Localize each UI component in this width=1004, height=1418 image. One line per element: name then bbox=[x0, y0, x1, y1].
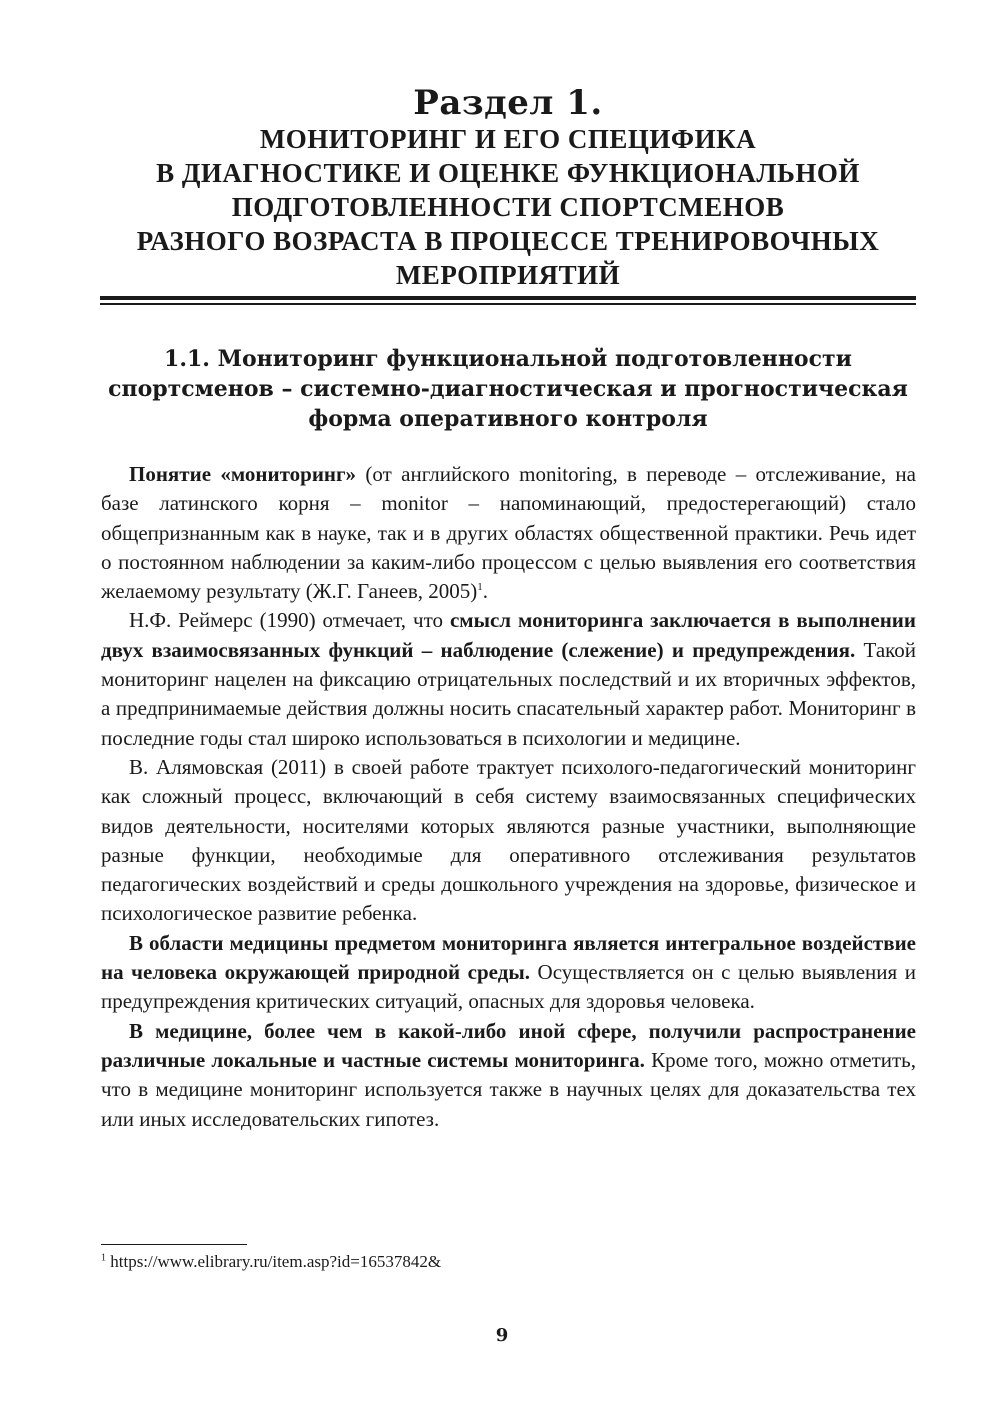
body-text bbox=[101, 460, 916, 1134]
paragraph-2-lead: Н.Ф. Реймерс (1990) отмечает, что bbox=[129, 608, 450, 633]
paragraph-1-bold: Понятие «мониторинг» bbox=[129, 462, 357, 486]
subsection-title bbox=[100, 344, 916, 434]
section-title-line: МОНИТОРИНГ И ЕГО СПЕЦИФИКА bbox=[259, 124, 757, 154]
paragraph-4 bbox=[101, 929, 916, 1017]
paragraph-4-bold: В области медицины предметом мониторинга является интегральное воздействие на человека окружающей природной среды. bbox=[101, 930, 916, 985]
paragraph-5-bold: В медицине, более чем в какой-либо иной сфере, получили распространение различные локальные и частные системы мониторинга. bbox=[101, 1018, 916, 1072]
paragraph-1-end: . bbox=[482, 579, 489, 604]
paragraph-4-text: Осуществляется он с целью выявления и предупреждения критических ситуаций, опасных для здоровья человека. bbox=[101, 960, 916, 1014]
subsection-title-line: форма оперативного контроля bbox=[308, 406, 708, 432]
paragraph-5-text: Кроме того, можно отметить, что в медицине мониторинг используется также в научных целях для доказательства тех или иных исследовательских гипотез. bbox=[101, 1047, 916, 1131]
paragraph-3-text: В. Алямовская (2011) в своей работе трактует психолого-педагогический мониторинг как сложный процесс, включающий в себя систему взаимосвязанных специфических видов деятельности, носителями которых являются разные участники, выполняющие разные функции, необходимые для оперативного отслеживания результатов педагогических воздействий и среды дошкольного учреждения на здоровье, физическое и психологическое развитие ребенка. bbox=[101, 754, 916, 926]
section-title-line: МЕРОПРИЯТИЙ bbox=[395, 260, 621, 290]
paragraph-1-text: (от английского monitoring, в переводе – отслеживание, на базе латинского корня – monitor – напоминающий, предостерегающий) стало общепризнанным как в науке, так и в других областях общественной практики. Речь идет о постоянном наблюдении за каким-либо процессом с целью выявления его соответствия желаемому результату (Ж.Г. Ганеев, 2005) bbox=[101, 462, 916, 604]
rule-thin bbox=[100, 303, 916, 305]
rule-thick bbox=[100, 296, 916, 300]
section-title-line: ПОДГОТОВЛЕННОСТИ СПОРТСМЕНОВ bbox=[231, 192, 785, 222]
section-title-line: В ДИАГНОСТИКЕ И ОЦЕНКЕ ФУНКЦИОНАЛЬНОЙ bbox=[156, 158, 860, 188]
paragraph-5 bbox=[101, 1017, 916, 1134]
paragraph-2-bold: смысл мониторинга заключается в выполнении двух взаимосвязанных функций – наблюдение (слежение) и предупреждения. bbox=[101, 608, 916, 662]
section-label: Раздел 1. bbox=[413, 83, 603, 123]
paragraph-2-text: Такой мониторинг нацелен на фиксацию отрицательных последствий и их вторичных эффектов, а предпринимаемые действия должны носить спасательный характер работ. Мониторинг в последние годы стал широко использоваться в психологии и медицине. bbox=[101, 637, 917, 750]
paragraph-3 bbox=[101, 753, 916, 929]
footnote-number: 1 bbox=[101, 1252, 106, 1264]
page-number: 9 bbox=[495, 1325, 509, 1346]
section-header bbox=[100, 82, 916, 292]
section-title bbox=[100, 122, 916, 292]
subsection-title-line: 1.1. Мониторинг функциональной подготовленности bbox=[164, 346, 852, 372]
paragraph-1 bbox=[101, 460, 916, 606]
section-title-line: РАЗНОГО ВОЗРАСТА В ПРОЦЕССЕ ТРЕНИРОВОЧНЫХ bbox=[136, 226, 880, 256]
subsection-title-line: спортсменов – системно-диагностическая и прогностическая bbox=[108, 376, 908, 402]
paragraph-2 bbox=[101, 606, 916, 752]
footnote-link[interactable]: https://www.elibrary.ru/item.asp?id=16537842& bbox=[106, 1252, 442, 1271]
footnote bbox=[101, 1251, 441, 1273]
header-double-rule bbox=[100, 296, 916, 305]
footnote-reference[interactable]: 1 bbox=[477, 581, 483, 594]
footnote-divider bbox=[101, 1244, 247, 1245]
